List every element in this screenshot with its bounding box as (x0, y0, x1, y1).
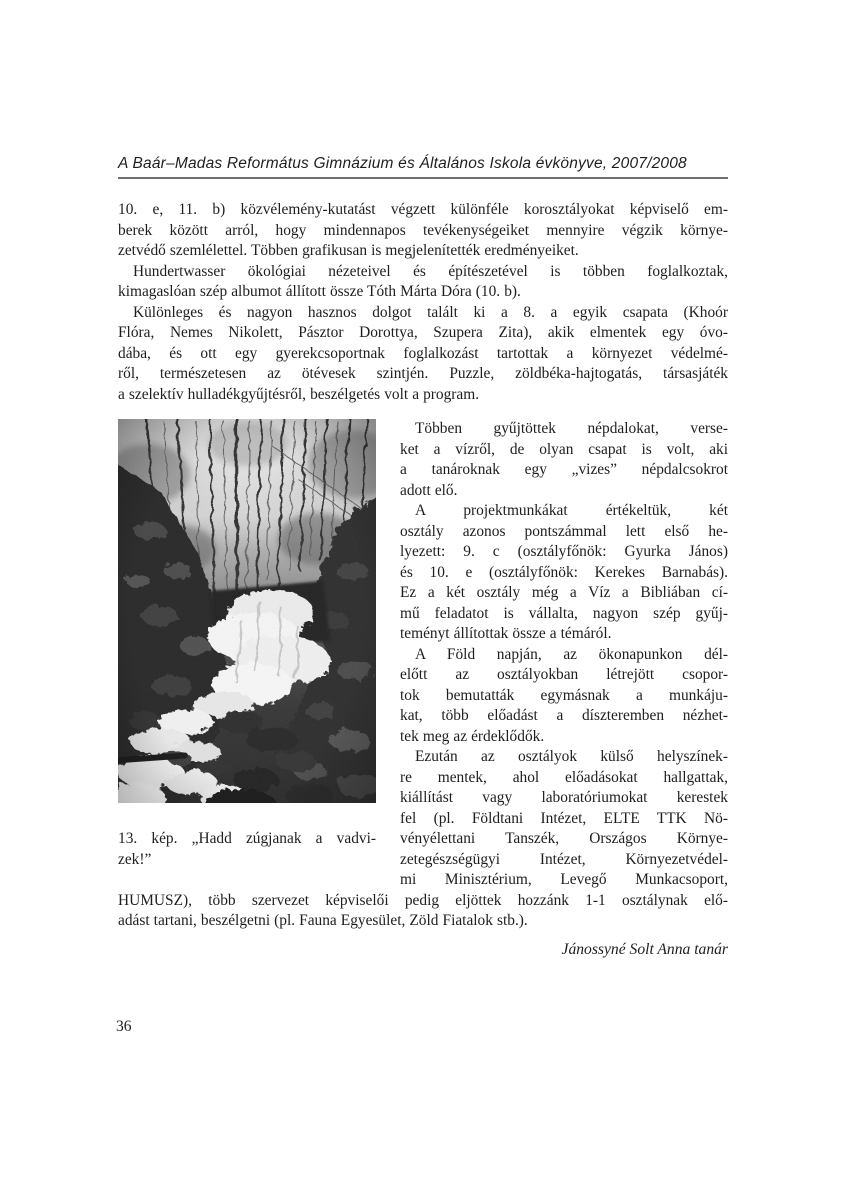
page-number: 36 (116, 1018, 132, 1035)
waterfall-photo (118, 419, 376, 803)
text-line: kimagaslóan szép albumot állított össze Tóth Márta Dóra (10. b). (118, 283, 521, 300)
text-line: zetvédő szemlélettel. Többen grafikusan is megjelenítették eredményeiket. (118, 242, 579, 259)
text-line: Különleges és nagyon hasznos dolgot talált ki a 8. a egyik csapata (Khoór (133, 303, 728, 321)
text-line: és 10. e (osztályfőnök: Kerekes Barnabás). (400, 563, 728, 581)
text-line: lyezett: 9. c (osztályfőnök: Gyurka János) (400, 543, 728, 560)
figure-caption (118, 829, 376, 870)
text-line: ket a vízről, de olyan csapat is volt, aki (400, 440, 728, 458)
text-line: teményt állítottak össze a témáról. (400, 625, 612, 642)
text-line: a szelektív hulladékgyűjtésről, beszélgetés volt a program. (118, 385, 480, 403)
text-line: mi Minisztérium, Levegő Munkacsoport, (400, 871, 728, 888)
header-rule (118, 177, 728, 179)
text-line: tek meg az érdeklődők. (400, 727, 545, 745)
text-line: 10. e, 11. b) közvélemény-kutatást végzett különféle korosztályokat képviselő em- (118, 201, 728, 218)
text-line: a tanároknak egy „vizes” népdalcsokrot (400, 461, 728, 478)
waterfall-figure (118, 419, 376, 891)
text-line: mű feladatot is vállalta, nagyon szép gyűj- (400, 604, 728, 622)
text-line: adást tartani, beszélgetni (pl. Fauna Egyesület, Zöld Fiatalok stb.). (118, 912, 528, 929)
text-line: dába, és ott egy gyerekcsoportnak foglalkozást tartottak a környezet védelmé- (118, 344, 728, 362)
text-line: kat, több előadást a díszteremben nézhet- (400, 707, 728, 724)
text-line: ről, természetesen az ötévesek szintjén. Puzzle, zöldbéka-hajtogatás, társasjáték (118, 365, 728, 382)
continuation-paragraph (118, 891, 728, 932)
text-line: berek között arról, hogy mindennapos tevékenységeiket mennyire végzik környe- (118, 221, 728, 239)
text-line: tok bemutatták egymásnak a munkáju- (400, 686, 728, 704)
text-line: 13. kép. „Hadd zúgjanak a vadvi- (118, 830, 376, 847)
figure-row (118, 419, 728, 891)
author-signature: Jánossyné Solt Anna tanár (561, 940, 728, 958)
text-line: Többen gyűjtöttek népdalokat, verse- (415, 420, 728, 437)
running-header (118, 155, 728, 179)
text-line: HUMUSZ), több szervezet képviselői pedig eljöttek hozzánk 1-1 osztálynak elő- (118, 891, 728, 909)
text-line: Ez a két osztály még a Víz a Bibliában cí- (400, 584, 728, 601)
text-line: zetegészségügyi Intézet, Környezetvédel- (400, 850, 728, 868)
text-line: fel (pl. Földtani Intézet, ELTE TTK Nö- (400, 809, 728, 827)
text-line: Hundertwasser ökológiai nézeteivel és építészetével is többen foglalkoztak, (133, 262, 728, 280)
intro-paragraphs (118, 200, 728, 405)
text-line: zek!” (118, 850, 152, 868)
text-line: Flóra, Nemes Nikolett, Pásztor Dorottya, Szupera Zita), akik elmentek egy óvo- (118, 324, 728, 341)
text-line: A projektmunkákat értékeltük, két (415, 502, 728, 519)
text-line: re mentek, ahol előadásokat hallgattak, (400, 768, 728, 786)
side-text-column (400, 419, 728, 891)
text-line: vényélettani Tanszék, Országos Környe- (400, 830, 728, 847)
text-line: A Föld napján, az ökonapunkon dél- (415, 645, 728, 663)
text-line: kiállítást vagy laboratóriumokat kerestek (400, 789, 728, 806)
header-title: A Baár–Madas Református Gimnázium és Általános Iskola évkönyve, 2007/2008 (118, 155, 687, 172)
text-block (118, 155, 728, 960)
text-line: Ezután az osztályok külső helyszínek- (415, 748, 728, 765)
text-line: előtt az osztályokban létrejött csopor- (400, 666, 728, 683)
text-line: adott elő. (400, 481, 458, 499)
text-line: osztály azonos pontszámmal lett első he- (400, 522, 728, 540)
